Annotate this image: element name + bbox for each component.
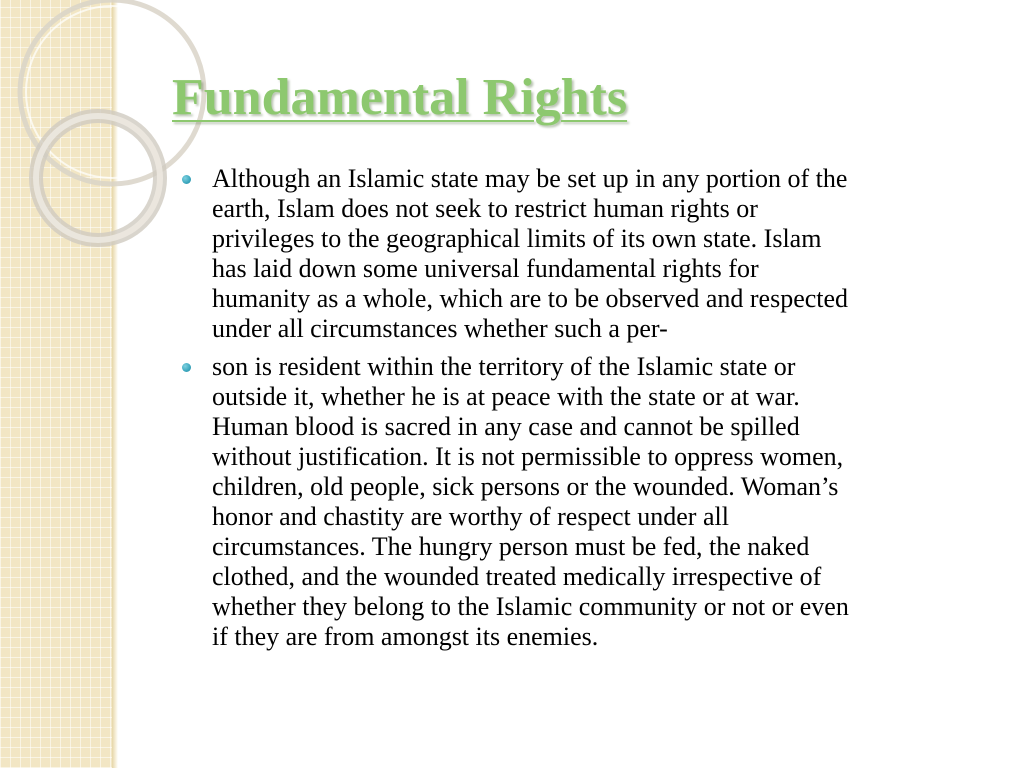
- bullet-1-line-5: humanity as a whole, which are to be observed and respected: [212, 284, 849, 313]
- bullet-1-line-3: privileges to the geographical limits of its own state. Islam: [212, 224, 822, 253]
- bullet-2-line-2: outside it, whether he is at peace with the state or at war.: [212, 382, 800, 411]
- bullet-1-line-4: has laid down some universal fundamental rights for: [212, 254, 759, 283]
- bullet-2-line-7: circumstances. The hungry person must be fed, the naked: [212, 532, 810, 561]
- bullet-2-line-9: whether they belong to the Islamic community or not or even: [212, 592, 849, 621]
- bullet-item-1: [182, 164, 982, 344]
- bullet-1-line-6: under all circumstances whether such a per-: [212, 314, 668, 343]
- bullet-1-line-2: earth, Islam does not seek to restrict human rights or: [212, 194, 758, 223]
- bullet-2-line-10: if they are from amongst its enemies.: [212, 622, 599, 651]
- bullet-2-line-1: son is resident within the territory of the Islamic state or: [212, 352, 796, 381]
- bullet-2-line-8: clothed, and the wounded treated medically irrespective of: [212, 562, 822, 591]
- bullet-dot-icon: [182, 175, 191, 184]
- bullet-2-line-6: honor and chastity are worthy of respect under all: [212, 502, 729, 531]
- bullet-list: [182, 164, 982, 660]
- bullet-2-line-5: children, old people, sick persons or the wounded. Woman’s: [212, 472, 839, 501]
- bullet-2-line-4: without justification. It is not permissible to oppress women,: [212, 442, 844, 471]
- bullet-item-2: [182, 352, 982, 652]
- bullet-2-line-3: Human blood is sacred in any case and cannot be spilled: [212, 412, 800, 441]
- bullet-dot-icon: [182, 363, 191, 372]
- slide-title: Fundamental Rights: [172, 69, 628, 126]
- bullet-1-line-1: Although an Islamic state may be set up in any portion of the: [212, 164, 848, 193]
